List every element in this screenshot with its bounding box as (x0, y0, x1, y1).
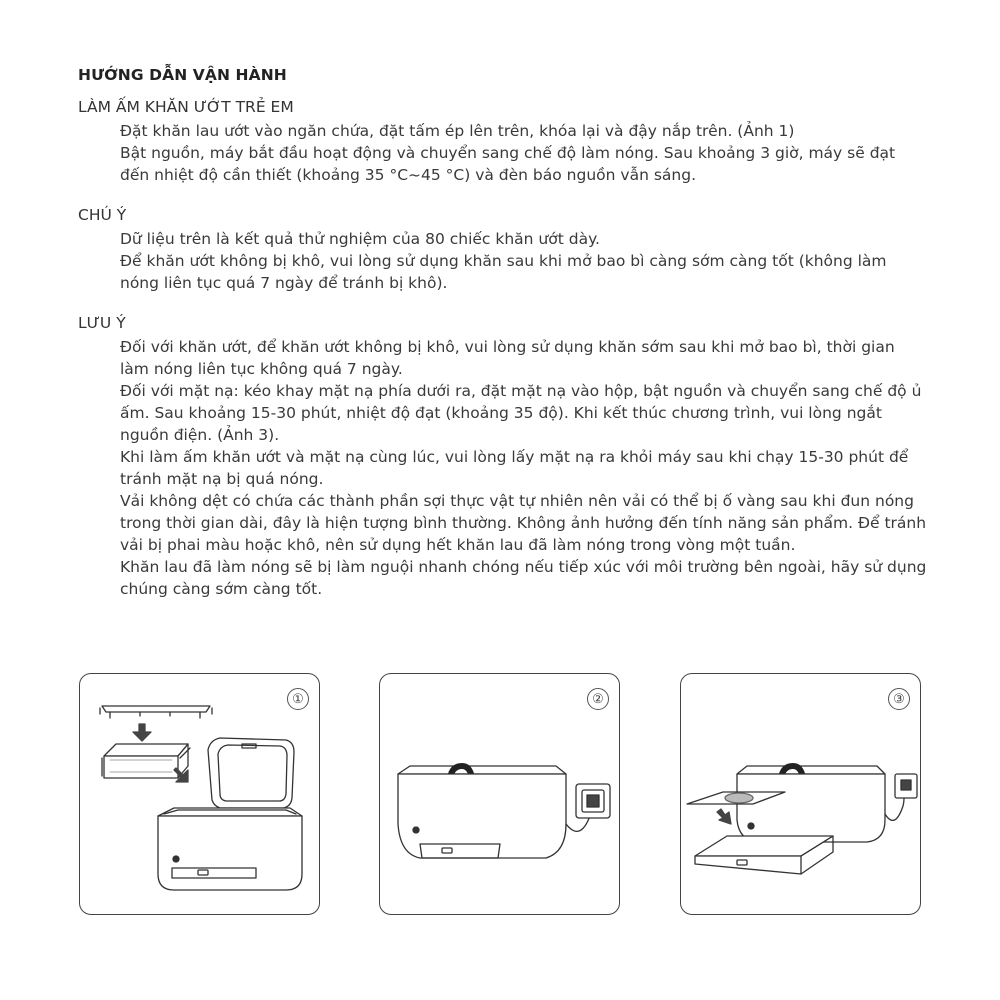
paragraph: Vải không dệt có chứa các thành phần sợi thực vật tự nhiên nên vải có thể bị ố vàng sau khi đun nóng trong thời gian dài, đây là hiện tượng bình thường. Không ảnh hưởng đến tính năng sản phẩm. Để tránh vải bị phai màu hoặc khô, nên sử dụng hết khăn lau đã làm nóng trong vòng một tuần. (120, 492, 927, 554)
mask-drawer-illustration-icon (681, 674, 921, 914)
section-notes (78, 312, 928, 600)
figure-number-badge: ② (587, 688, 609, 710)
wipes-loading-illustration-icon (80, 674, 320, 914)
paragraph: Bật nguồn, máy bắt đầu hoạt động và chuyển sang chế độ làm nóng. Sau khoảng 3 giờ, máy sẽ đạt đến nhiệt độ cần thiết (khoảng 35 °C~45 °C) và đèn báo nguồn vẫn sáng. (120, 144, 896, 184)
section-heading: LƯU Ý (78, 314, 126, 332)
instructions-document (78, 66, 928, 618)
paragraph: Đối với mặt nạ: kéo khay mặt nạ phía dưới ra, đặt mặt nạ vào hộp, bật nguồn và chuyển sang chế độ ủ ấm. Sau khoảng 15-30 phút, nhiệt độ đạt (khoảng 35 độ). Khi kết thúc chương trình, vui lòng ngắt nguồn điện. (Ảnh 3). (120, 382, 922, 444)
figure-number-badge: ① (287, 688, 309, 710)
paragraph: Khi làm ấm khăn ướt và mặt nạ cùng lúc, vui lòng lấy mặt nạ ra khỏi máy sau khi chạy 15-30 phút để tránh mặt nạ bị quá nóng. (120, 448, 909, 488)
page-title: HƯỚNG DẪN VẬN HÀNH (78, 66, 287, 84)
paragraph: Dữ liệu trên là kết quả thử nghiệm của 80 chiếc khăn ướt dày. (120, 230, 600, 248)
section-warming-wipes (78, 96, 928, 186)
figure-panel-2 (379, 673, 620, 915)
section-heading: LÀM ẤM KHĂN ƯỚT TRẺ EM (78, 98, 294, 116)
paragraph: Khăn lau đã làm nóng sẽ bị làm nguội nhanh chóng nếu tiếp xúc với môi trường bên ngoài, hãy sử dụng chúng càng sớm càng tốt. (120, 558, 927, 598)
paragraph: Đối với khăn ướt, để khăn ướt không bị khô, vui lòng sử dụng khăn sớm sau khi mở bao bì, thời gian làm nóng liên tục không quá 7 ngày. (120, 338, 895, 378)
section-attention (78, 204, 928, 294)
figure-panel-3 (680, 673, 921, 915)
section-heading: CHÚ Ý (78, 206, 127, 224)
figure-number-badge: ③ (888, 688, 910, 710)
paragraph: Đặt khăn lau ướt vào ngăn chứa, đặt tấm ép lên trên, khóa lại và đậy nắp trên. (Ảnh 1) (120, 122, 795, 140)
power-connected-illustration-icon (380, 674, 620, 914)
figure-row (0, 673, 1000, 918)
figure-panel-1 (79, 673, 320, 915)
paragraph: Để khăn ướt không bị khô, vui lòng sử dụng khăn sau khi mở bao bì càng sớm càng tốt (không làm nóng liên tục quá 7 ngày để tránh bị khô). (120, 252, 887, 292)
